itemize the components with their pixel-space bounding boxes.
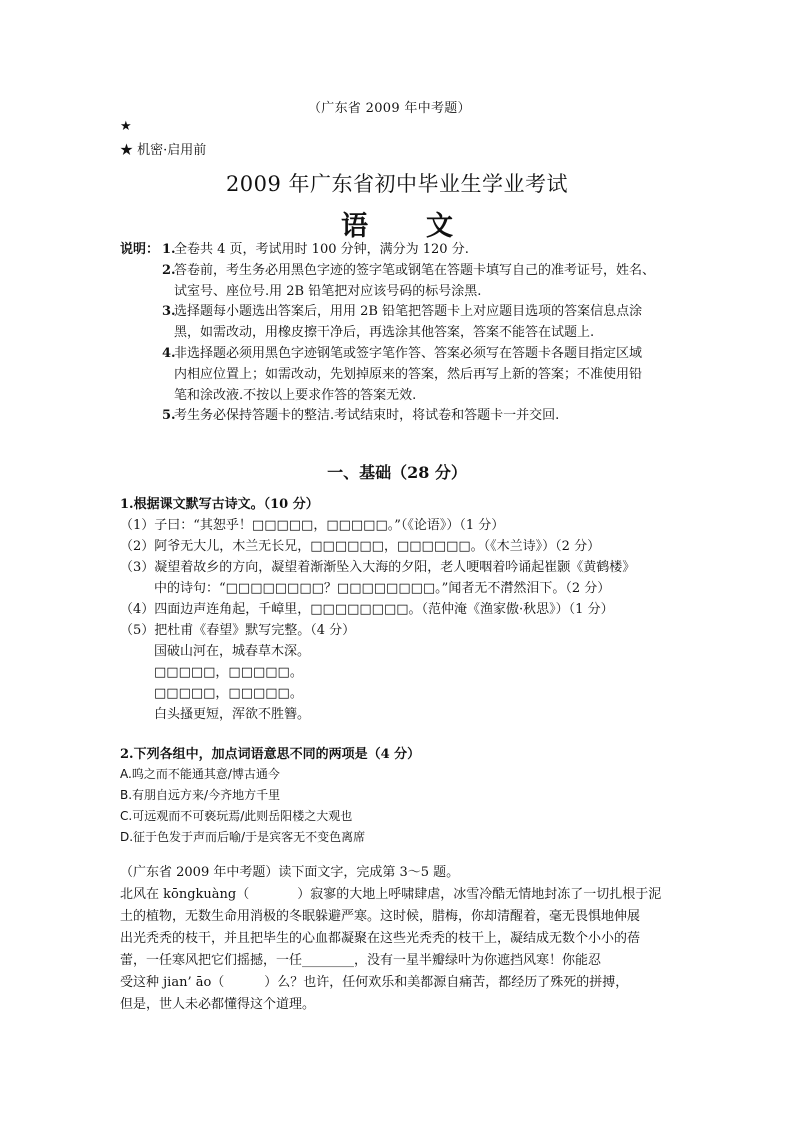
star-mark: ★ bbox=[120, 119, 132, 134]
confidential-label: ★ 机密·启用前 bbox=[120, 143, 207, 158]
option-b: B.有朋自远方来/今齐地方千里 bbox=[120, 788, 281, 802]
poem-line: □□□□□，□□□□□。 bbox=[154, 686, 303, 701]
instructions-label: 说明： bbox=[120, 242, 160, 257]
passage-text: ）寂寥的大地上呼啸肆虐，冰雪冷酷无情地封冻了一切扎根于泥 bbox=[297, 887, 662, 902]
subject-title bbox=[0, 204, 794, 243]
instruction-item-cont bbox=[120, 323, 680, 344]
option-c: C.可远观而不可亵玩焉/此则岳阳楼之大观也 bbox=[120, 809, 353, 823]
passage-line: 蕾，一任寒风把它们摇撼，一任________，没有一星半瓣绿叶为你遮挡风寒！你能忍 bbox=[120, 953, 602, 968]
instruction-line: 全卷共 4 页，考试用时 100 分钟，满分为 120 分. bbox=[174, 242, 469, 257]
instruction-item-cont bbox=[120, 282, 680, 303]
instruction-item bbox=[120, 344, 680, 365]
instruction-line: 答卷前，考生务必用黑色字迹的签字笔或钢笔在答题卡填写自己的准考证号，姓名、 bbox=[174, 262, 656, 278]
instruction-line: 黑，如需改动，用橡皮擦干净后，再选涂其他答案，答案不能答在试题上. bbox=[174, 325, 595, 341]
instruction-line: 选择题每小题选出答案后，用用 2B 铅笔把答题卡上对应题目选项的答案信息点涂 bbox=[174, 304, 643, 320]
q1-line: （5）把杜甫《春望》默写完整。（4 分） bbox=[120, 623, 356, 638]
q1-line: （3）凝望着故乡的方向，凝望着渐渐坠入大海的夕阳，老人哽咽着吟诵起崔颢《黄鹤楼》 bbox=[120, 560, 636, 575]
instructions bbox=[120, 240, 680, 427]
passage-text: ）么？也许，任何欢乐和美都源自痛苦，都经历了殊死的拼搏， bbox=[264, 975, 629, 990]
passage-text: 北风在 kōngkuàng（ bbox=[120, 887, 250, 902]
q1-line: （1）子曰：“其恕乎！□□□□□，□□□□□。”（《论语》）（1 分） bbox=[120, 518, 505, 533]
question-2-heading: 2.下列各组中，加点词语意思不同的两项是（4 分） bbox=[120, 747, 421, 762]
poem-line: 白头搔更短，浑欲不胜簪。 bbox=[154, 707, 311, 722]
passage-text: 受这种 jian’ āo（ bbox=[120, 975, 225, 990]
instruction-item bbox=[120, 240, 680, 261]
reading-passage bbox=[120, 862, 680, 1016]
instruction-line: 内相应位置上；如需改动，先划掉原来的答案，然后再写上新的答案；不准使用铅 bbox=[174, 366, 643, 382]
q1-line: （4）四面边声连角起，千嶂里，□□□□□□□□。（范仲淹《渔家傲·秋思》）（1 分） bbox=[120, 602, 614, 617]
instruction-number: 5. bbox=[162, 408, 176, 424]
passage-line bbox=[120, 972, 680, 994]
section-title: 一、基础（28 分） bbox=[327, 463, 467, 482]
q1-line: 中的诗句：“□□□□□□□□？□□□□□□□□。”闻者无不潸然泪下。（2 分） bbox=[154, 581, 611, 596]
question-1-heading: 1.根据课文默写古诗文。（10 分） bbox=[120, 497, 319, 512]
instruction-number: 3. bbox=[162, 304, 176, 320]
poem-line: □□□□□，□□□□□。 bbox=[154, 665, 303, 680]
q1-line: （2）阿爷无大儿，木兰无长兄，□□□□□□，□□□□□□。（《木兰诗》）（2 分） bbox=[120, 539, 601, 554]
passage-line: 土的植物，无数生命用消极的冬眠躲避严寒。这时候，腊梅，你却清醒着，毫无畏惧地伸展 bbox=[120, 909, 641, 924]
option-a: A.呜之而不能通其意/博古通今 bbox=[120, 767, 280, 781]
instruction-line: 考生务必保持答题卡的整洁.考试结束时，将试卷和答题卡一并交回. bbox=[174, 408, 560, 424]
instruction-item-cont bbox=[120, 386, 680, 407]
source-note: （广东省 2009 年中考题） bbox=[308, 101, 471, 116]
instruction-item bbox=[120, 406, 680, 427]
passage-line: 出光秃秃的枝干，并且把毕生的心血都凝聚在这些光秃秃的枝干上，凝结成无数个小小的蓓 bbox=[120, 931, 641, 946]
instruction-line: 笔和涂改液.不按以上要求作答的答案无效. bbox=[174, 387, 417, 403]
instruction-number: 1. bbox=[162, 242, 176, 257]
instruction-number: 4. bbox=[162, 345, 176, 361]
subject-char-2: 文 bbox=[426, 211, 453, 242]
instruction-item bbox=[120, 302, 680, 323]
passage-line: 但是，世人未必都懂得这个道理。 bbox=[120, 997, 316, 1012]
instruction-item bbox=[120, 261, 680, 282]
subject-char-1: 语 bbox=[341, 211, 368, 242]
exam-title: 2009 年广东省初中毕业生学业考试 bbox=[225, 172, 569, 196]
instruction-item-cont bbox=[120, 365, 680, 386]
option-d: D.征于色发于声而后喻/于是宾客无不变色离席 bbox=[120, 830, 366, 844]
instruction-line: 非选择题必须用黑色字迹钢笔或签字笔作答、答案必须写在答题卡各题目指定区域 bbox=[174, 345, 643, 361]
poem-line: 国破山河在，城春草木深。 bbox=[154, 644, 311, 659]
passage-line bbox=[120, 884, 680, 906]
instruction-number: 2. bbox=[162, 262, 176, 278]
instruction-line: 试室号、座位号.用 2B 铅笔把对应该号码的标号涂黑. bbox=[174, 283, 482, 299]
passage-intro: （广东省 2009 年中考题）读下面文字，完成第 3～5 题。 bbox=[120, 865, 460, 880]
